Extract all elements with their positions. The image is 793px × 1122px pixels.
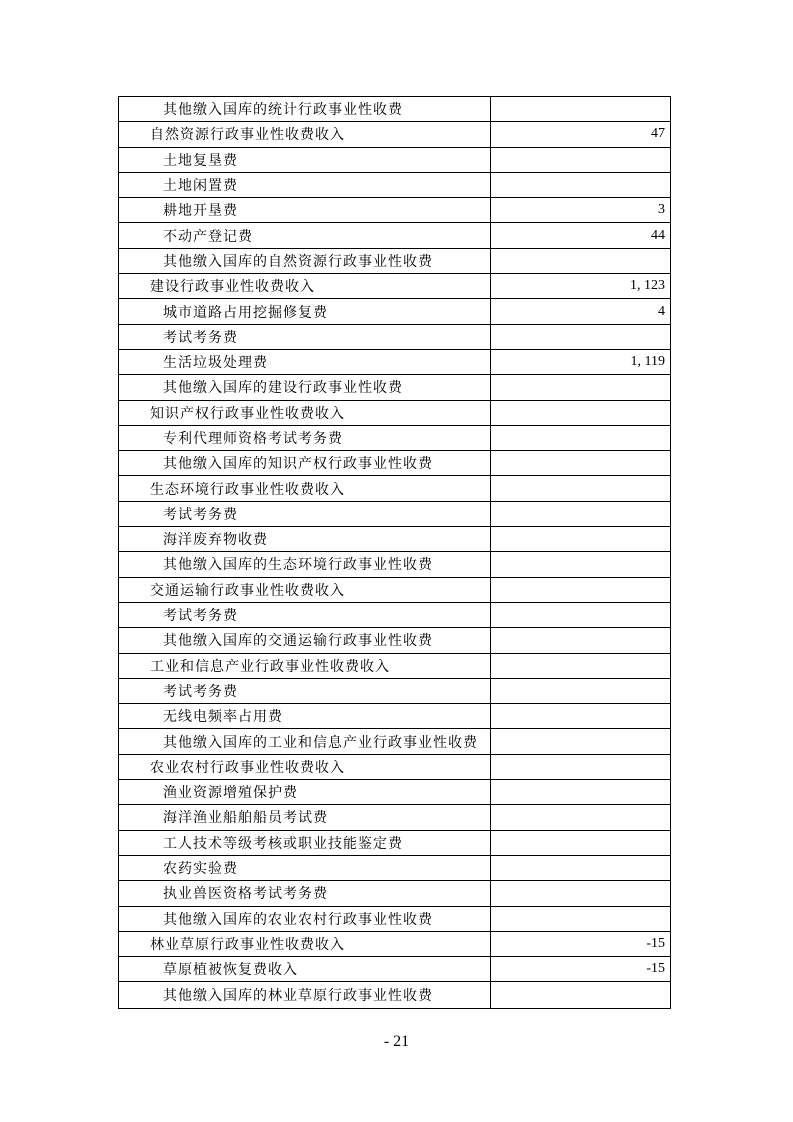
- row-value: [491, 856, 670, 880]
- table-row: [119, 122, 670, 147]
- table-row: [119, 148, 670, 173]
- table-row: [119, 527, 670, 552]
- row-label: 其他缴入国库的交通运输行政事业性收费: [119, 628, 491, 652]
- table-row: [119, 907, 670, 932]
- row-label: 农药实验费: [119, 856, 491, 880]
- row-value: [491, 603, 670, 627]
- row-value: [491, 173, 670, 197]
- row-label: 其他缴入国库的统计行政事业性收费: [119, 97, 491, 121]
- row-value: [491, 401, 670, 425]
- row-value: 47: [651, 126, 665, 142]
- table-row: [119, 426, 670, 451]
- row-value: 4: [658, 303, 665, 319]
- row-value: [491, 451, 670, 475]
- row-value: 44: [651, 227, 665, 243]
- row-value: [491, 476, 670, 500]
- row-value: [491, 805, 670, 829]
- table-row: [119, 957, 670, 982]
- row-label: 无线电频率占用费: [119, 704, 491, 728]
- row-label: 其他缴入国库的建设行政事业性收费: [119, 375, 491, 399]
- table-row: [119, 401, 670, 426]
- row-value: [491, 704, 670, 728]
- table-row: [119, 299, 670, 324]
- table-row: [119, 476, 670, 501]
- row-label: 专利代理师资格考试考务费: [119, 426, 491, 450]
- row-label: 考试考务费: [119, 502, 491, 526]
- table-row: [119, 881, 670, 906]
- table-row: [119, 831, 670, 856]
- row-label: 土地闲置费: [119, 173, 491, 197]
- row-value: [491, 249, 670, 273]
- table-row: [119, 704, 670, 729]
- table-row: [119, 451, 670, 476]
- row-value: [491, 578, 670, 602]
- row-value: [491, 907, 670, 931]
- row-value: [491, 502, 670, 526]
- row-value: [491, 729, 670, 753]
- row-label: 知识产权行政事业性收费收入: [119, 401, 491, 425]
- row-value: [491, 831, 670, 855]
- row-value: 1, 119: [630, 354, 665, 370]
- row-label: 农业农村行政事业性收费收入: [119, 755, 491, 779]
- row-value: [491, 148, 670, 172]
- row-label: 考试考务费: [119, 603, 491, 627]
- row-label: 交通运输行政事业性收费收入: [119, 578, 491, 602]
- row-label: 林业草原行政事业性收费收入: [119, 932, 491, 956]
- fee-table: [118, 96, 671, 1009]
- table-row: [119, 729, 670, 754]
- row-label: 考试考务费: [119, 325, 491, 349]
- row-label: 其他缴入国库的农业农村行政事业性收费: [119, 907, 491, 931]
- row-label: 自然资源行政事业性收费收入: [119, 122, 491, 146]
- table-row: [119, 502, 670, 527]
- row-label: 建设行政事业性收费收入: [119, 274, 491, 298]
- row-label: 土地复垦费: [119, 148, 491, 172]
- table-row: [119, 780, 670, 805]
- page-footer: [0, 1033, 793, 1051]
- row-label: 执业兽医资格考试考务费: [119, 881, 491, 905]
- row-value: [491, 552, 670, 576]
- row-label: 生活垃圾处理费: [119, 350, 491, 374]
- row-label: 其他缴入国库的工业和信息产业行政事业性收费: [119, 729, 491, 753]
- row-label: 渔业资源增殖保护费: [119, 780, 491, 804]
- page-number: - 21: [383, 1033, 410, 1050]
- table-row: [119, 628, 670, 653]
- table-row: [119, 173, 670, 198]
- table-row: [119, 578, 670, 603]
- table-row: [119, 856, 670, 881]
- table-row: [119, 552, 670, 577]
- row-value: 1, 123: [630, 278, 665, 294]
- row-value: [491, 780, 670, 804]
- row-value: 3: [658, 202, 665, 218]
- row-label: 考试考务费: [119, 679, 491, 703]
- row-label: 生态环境行政事业性收费收入: [119, 476, 491, 500]
- row-value: [491, 881, 670, 905]
- table-row: [119, 350, 670, 375]
- table-row: [119, 249, 670, 274]
- row-value: [491, 426, 670, 450]
- row-value: [491, 628, 670, 652]
- row-label: 工业和信息产业行政事业性收费收入: [119, 654, 491, 678]
- row-label: 海洋渔业船舶船员考试费: [119, 805, 491, 829]
- table-row: [119, 375, 670, 400]
- row-label: 耕地开垦费: [119, 198, 491, 222]
- row-label: 草原植被恢复费收入: [119, 957, 491, 981]
- row-label: 其他缴入国库的林业草原行政事业性收费: [119, 982, 491, 1007]
- row-label: 工人技术等级考核或职业技能鉴定费: [119, 831, 491, 855]
- table-row: [119, 755, 670, 780]
- row-label: 海洋废弃物收费: [119, 527, 491, 551]
- table-row: [119, 679, 670, 704]
- row-value: [491, 679, 670, 703]
- table-row: [119, 198, 670, 223]
- table-row: [119, 223, 670, 248]
- row-label: 其他缴入国库的知识产权行政事业性收费: [119, 451, 491, 475]
- row-value: [491, 97, 670, 121]
- row-label: 城市道路占用挖掘修复费: [119, 299, 491, 323]
- row-value: [491, 755, 670, 779]
- row-label: 其他缴入国库的自然资源行政事业性收费: [119, 249, 491, 273]
- row-value: [491, 654, 670, 678]
- row-value: [491, 527, 670, 551]
- row-value: [491, 375, 670, 399]
- table-row: [119, 805, 670, 830]
- row-value: [491, 982, 670, 1007]
- row-value: [491, 325, 670, 349]
- table-row: [119, 274, 670, 299]
- table-row: [119, 654, 670, 679]
- table-row: [119, 325, 670, 350]
- table-row: [119, 932, 670, 957]
- table-row: [119, 603, 670, 628]
- row-value: -15: [646, 961, 665, 977]
- row-label: 不动产登记费: [119, 223, 491, 247]
- table-row: [119, 982, 670, 1007]
- row-label: 其他缴入国库的生态环境行政事业性收费: [119, 552, 491, 576]
- table-row: [119, 97, 670, 122]
- row-value: -15: [646, 935, 665, 951]
